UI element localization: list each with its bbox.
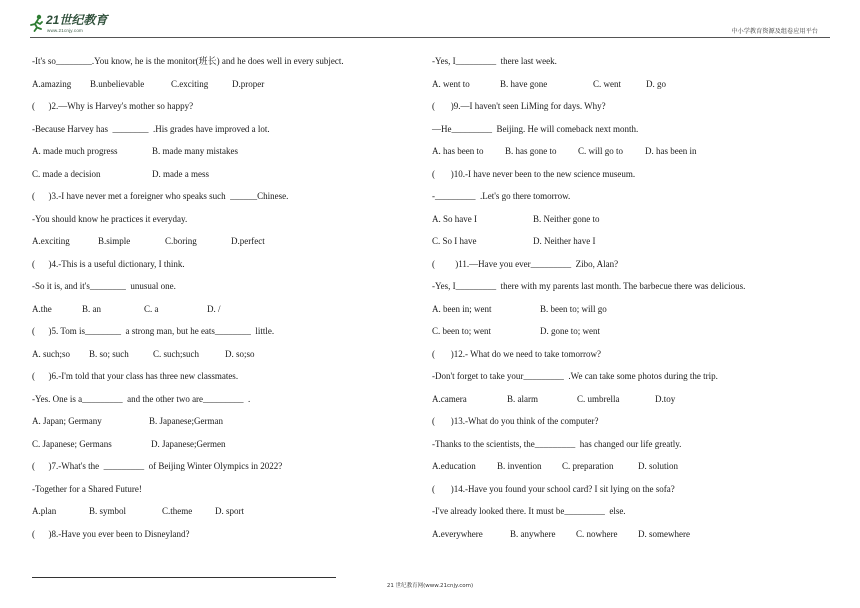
dialogue-line: -It's so________.You know, he is the monitor(班长) and he does well in every subject. [32, 56, 344, 66]
option-c: C. a [144, 303, 159, 314]
option-b: B. has gone to [505, 146, 557, 156]
option-a: A.everywhere [432, 528, 483, 539]
option-row [432, 528, 832, 540]
option-b: B. alarm [507, 393, 538, 404]
question-stem-4: ( )4.-This is a useful dictionary, I think. [32, 258, 185, 269]
platform-title: 中小学教育资源及组卷应用平台 [731, 28, 818, 35]
option-row [32, 235, 432, 247]
option-a: A. been in; went [432, 303, 492, 314]
question-stem-6: ( )6.-I'm told that your class has three new classmates. [32, 371, 239, 381]
footer-divider [32, 577, 336, 578]
option-d: D. gone to; went [540, 326, 600, 336]
option-b: B. Neither gone to [533, 213, 600, 224]
option-d: D. solution [638, 461, 679, 471]
option-b: B. anywhere [510, 528, 556, 539]
option-d: D. go [646, 78, 666, 89]
option-row [32, 505, 432, 517]
option-row [32, 438, 432, 450]
question-stem-12: ( )12.- What do we need to take tomorrow? [432, 348, 602, 359]
question-stem-11: ( )11.—Have you ever_________ Zibo, Alan? [432, 258, 619, 269]
option-d: D. Japanese;Germen [151, 438, 226, 449]
question-stem-7: ( )7.-What's the _________ of Beijing Winter Olympics in 2022? [32, 461, 283, 471]
dialogue-line: -Because Harvey has ________ .His grades have improved a lot. [32, 123, 270, 134]
option-b: B. have gone [500, 78, 548, 89]
dialogue-line: -Yes, I_________ there with my parents last month. The barbecue there was delicious. [432, 281, 746, 291]
option-row [432, 78, 832, 90]
logo-text: 21世纪教育 [46, 13, 108, 27]
option-row [32, 348, 432, 360]
option-a: A.education [432, 461, 476, 471]
option-c: C. been to; went [432, 326, 491, 336]
option-row [432, 145, 832, 157]
option-row [432, 460, 832, 472]
option-b: B. Japanese;German [149, 416, 223, 426]
option-a: A.plan [32, 506, 57, 516]
option-c: C. made a decision [32, 168, 101, 179]
option-d: D. / [207, 303, 221, 314]
dialogue-line: -So it is, and it's________ unusual one. [32, 281, 176, 291]
dialogue-line: —He_________ Beijing. He will comeback next month. [432, 123, 639, 134]
dialogue-line: -Yes. One is a_________ and the other two are_________ . [32, 393, 251, 404]
option-row [432, 303, 832, 315]
option-a: A.camera [432, 393, 467, 404]
option-row [32, 415, 432, 427]
dialogue-line: -Don't forget to take your_________ .We can take some photos during the trip. [432, 371, 718, 381]
option-a: A.amazing [32, 78, 72, 89]
option-row [32, 78, 432, 90]
question-stem-14: ( )14.-Have you found your school card? I sit lying on the sofa? [432, 483, 675, 494]
option-c: C.theme [162, 506, 193, 516]
left-column [32, 0, 432, 560]
option-b: B. invention [497, 461, 542, 471]
option-b: B. made many mistakes [152, 146, 238, 156]
option-c: C. preparation [562, 461, 614, 471]
option-row [432, 393, 832, 405]
option-a: A.the [32, 303, 52, 314]
option-a: A. went to [432, 78, 470, 89]
option-row [32, 168, 432, 180]
question-stem-3: ( )3.-I have never met a foreigner who speaks such ______Chinese. [32, 191, 289, 201]
question-stem-2: ( )2.—Why is Harvey's mother so happy? [32, 101, 194, 111]
dialogue-line: -You should know he practices it everyday. [32, 213, 188, 224]
option-d: D. has been in [645, 146, 697, 156]
option-b: B.unbelievable [90, 78, 145, 89]
option-c: C. such;such [153, 348, 199, 359]
option-c: C. will go to [578, 146, 624, 156]
option-b: B. symbol [89, 506, 127, 516]
option-c: C. Japanese; Germans [32, 438, 112, 449]
option-a: A. made much progress [32, 146, 118, 156]
option-d: D. made a mess [152, 168, 209, 179]
option-b: B.simple [98, 236, 131, 246]
question-stem-9: ( )9.—I haven't seen LiMing for days. Why? [432, 101, 606, 111]
option-a: A. such;so [32, 348, 70, 359]
option-row [32, 145, 432, 157]
question-stem-8: ( )8.-Have you ever been to Disneyland? [32, 528, 190, 539]
footer-text: 21 世纪教育网(www.21cnjy.com) [386, 583, 474, 589]
option-d: D. sport [215, 506, 244, 516]
option-a: A. has been to [432, 146, 484, 156]
question-stem-10: ( )10.-I have never been to the new science museum. [432, 168, 636, 179]
dialogue-line: -_________ .Let's go there tomorrow. [432, 191, 571, 201]
option-c: C.boring [165, 236, 197, 246]
option-d: D.toy [655, 393, 676, 404]
dialogue-line: -Yes, I_________ there last week. [432, 56, 557, 66]
option-d: D.proper [232, 78, 265, 89]
logo-url: www.21cnjy.com [47, 28, 83, 33]
dialogue-line: -I've already looked there. It must be_________ else. [432, 506, 626, 516]
option-d: D. somewhere [638, 528, 690, 539]
option-b: B. an [82, 303, 101, 314]
option-row [432, 235, 832, 247]
option-d: D. Neither have I [533, 236, 596, 246]
option-b: B. been to; will go [540, 303, 607, 314]
option-a: A. So have I [432, 213, 477, 224]
dialogue-line: -Thanks to the scientists, the_________ has changed our life greatly. [432, 438, 682, 449]
option-d: D.perfect [231, 236, 265, 246]
option-a: A.exciting [32, 236, 70, 246]
option-c: C.exciting [171, 78, 209, 89]
question-stem-13: ( )13.-What do you think of the computer? [432, 416, 599, 426]
option-row [432, 325, 832, 337]
option-d: D. so;so [225, 348, 255, 359]
option-c: C. umbrella [577, 393, 620, 404]
option-c: C. nowhere [576, 528, 618, 539]
right-column [432, 0, 832, 560]
option-row [432, 213, 832, 225]
question-stem-5: ( )5. Tom is________ a strong man, but he eats________ little. [32, 326, 275, 336]
option-b: B. so; such [89, 348, 129, 359]
dialogue-line: -Together for a Shared Future! [32, 483, 142, 494]
option-c: C. went [593, 78, 621, 89]
option-c: C. So I have [432, 236, 477, 246]
option-a: A. Japan; Germany [32, 416, 102, 426]
option-row [32, 303, 432, 315]
